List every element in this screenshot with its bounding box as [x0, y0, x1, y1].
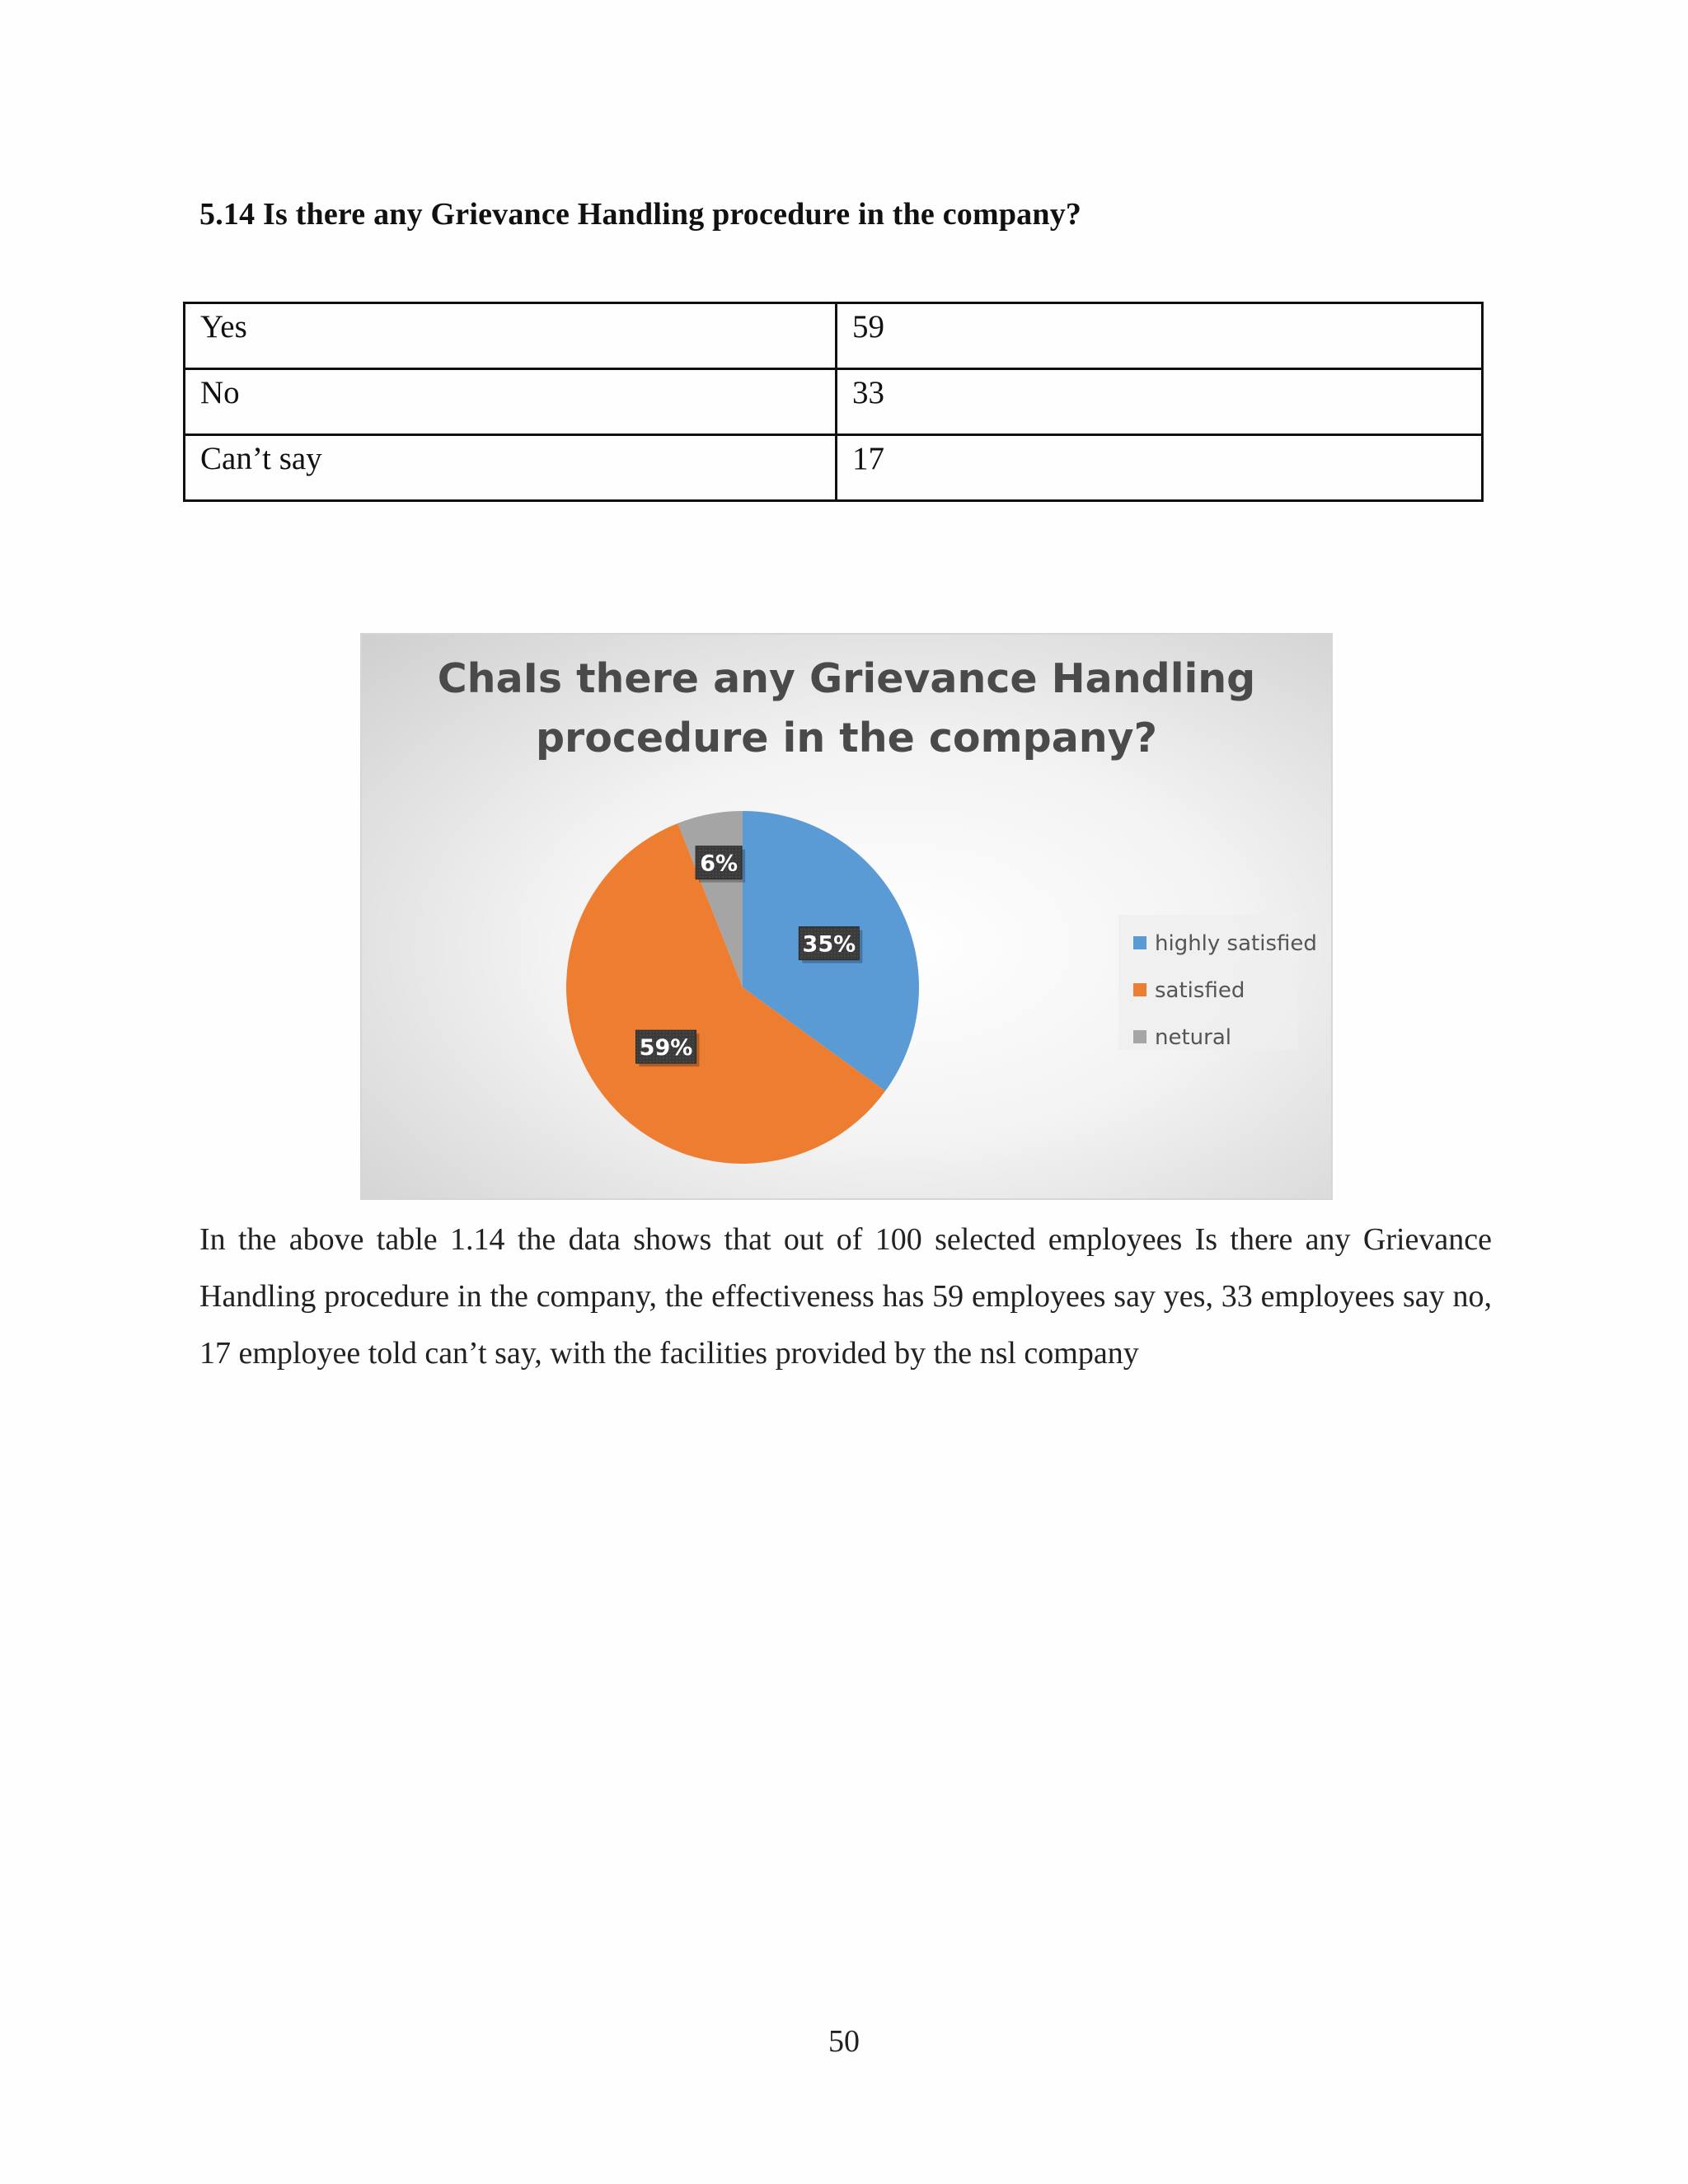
table-cell-value: 17 [837, 435, 1483, 501]
legend-swatch [1133, 936, 1146, 949]
chart-title-line-1: ChaIs there any Grievance Handling [437, 655, 1256, 702]
data-label [635, 1030, 699, 1066]
table-cell-value: 33 [837, 369, 1483, 435]
chart-title-line-2: procedure in the company? [535, 715, 1158, 762]
page-number: 50 [828, 2024, 860, 2059]
summary-paragraph: In the above table 1.14 the data shows that out of 100 selected employees Is there any Grievance Handling procedure in the company, the effectiveness has 59 employees say yes, 33 employees say no, 17 employee told can’t say, with the facilities provided by the nsl company [199, 1222, 1492, 1371]
table-row [185, 435, 1483, 501]
pie-chart-container [360, 633, 1333, 1200]
data-label [799, 927, 862, 963]
table-cell-label: No [185, 369, 837, 435]
legend-swatch [1133, 1030, 1146, 1043]
table-cell-label: Can’t say [185, 435, 837, 501]
table-row [185, 303, 1483, 369]
table-row [185, 369, 1483, 435]
response-table [183, 302, 1484, 502]
data-label-text: 6% [700, 851, 738, 877]
legend-swatch [1133, 983, 1146, 996]
data-label [696, 846, 745, 883]
legend-label: highly satisfied [1155, 931, 1317, 956]
table-cell-value: 59 [837, 303, 1483, 369]
section-heading: 5.14 Is there any Grievance Handling procedure in the company? [199, 197, 1082, 232]
pie-chart [362, 635, 1331, 1198]
data-label-text: 35% [802, 931, 856, 958]
legend-label: netural [1155, 1025, 1231, 1050]
legend-label: satisfied [1155, 978, 1245, 1003]
data-label-text: 59% [639, 1035, 693, 1062]
table-cell-label: Yes [185, 303, 837, 369]
